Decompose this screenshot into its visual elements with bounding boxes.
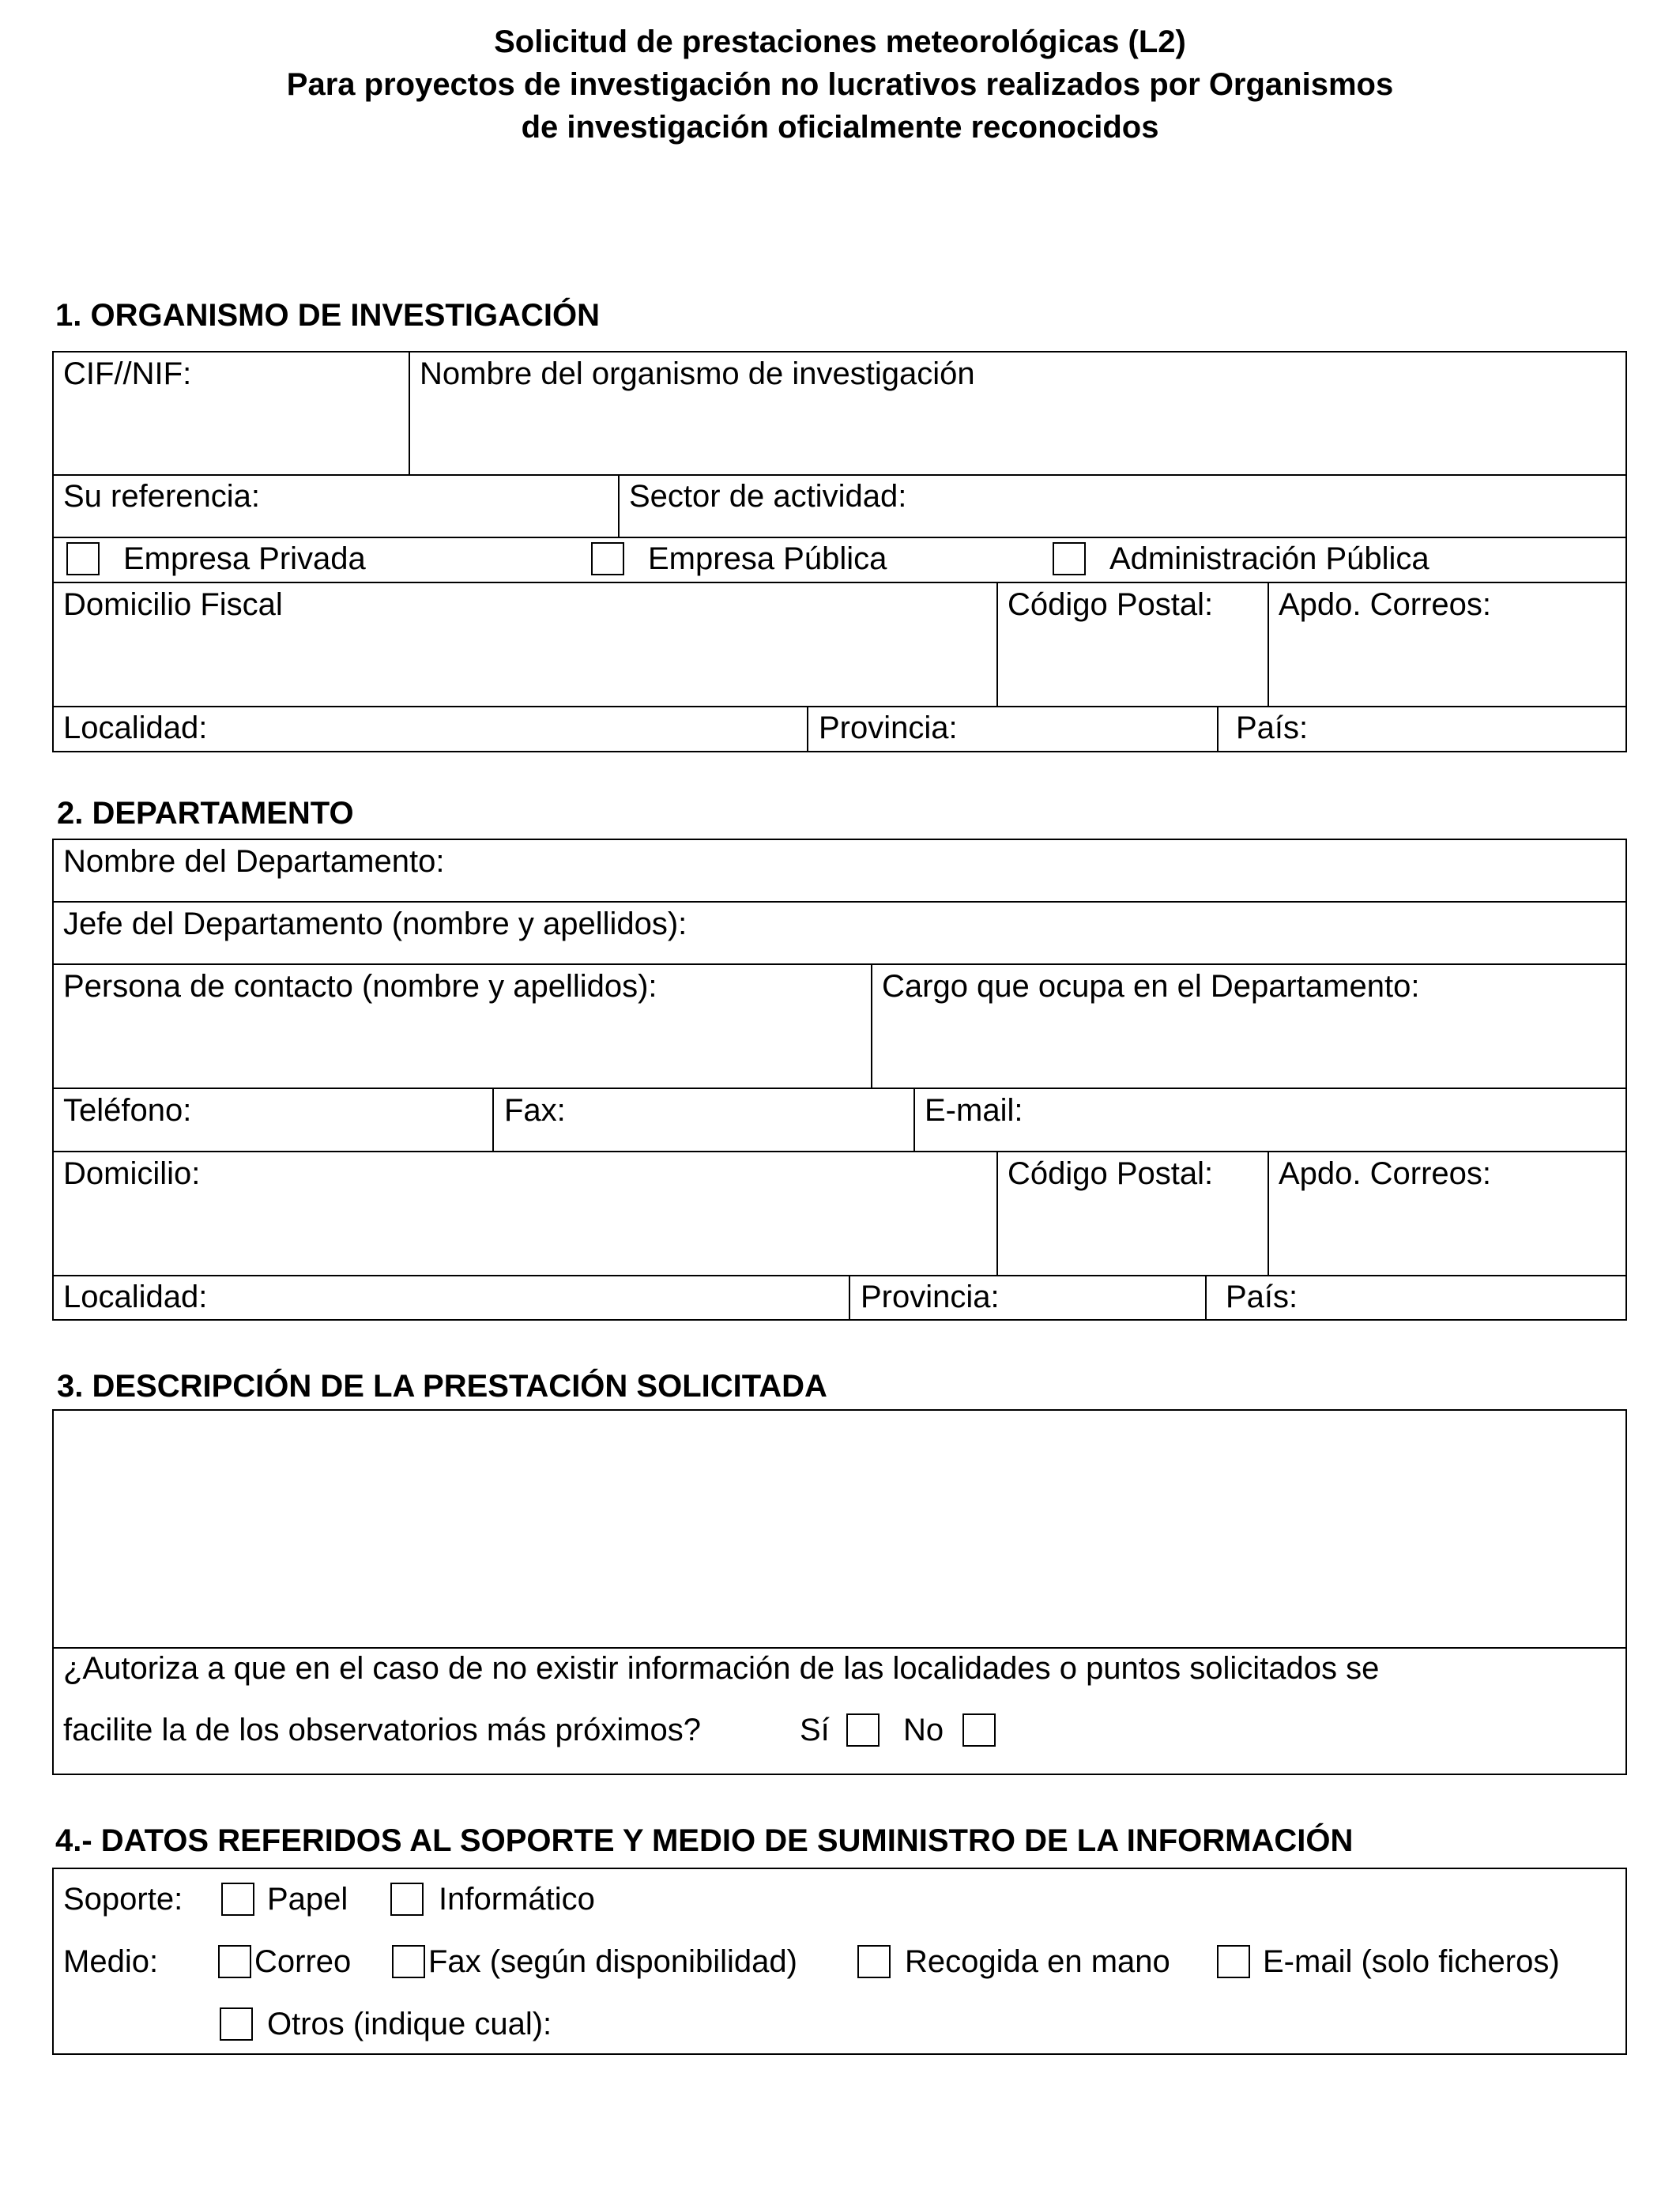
- organismo-name-field[interactable]: Nombre del organismo de investigación: [420, 356, 975, 391]
- nombre-departamento-field[interactable]: Nombre del Departamento:: [63, 844, 445, 879]
- divider: [1268, 582, 1269, 706]
- autoriza-question-line-1: ¿Autoriza a que en el caso de no existir información de las localidades o puntos solicitados se: [63, 1651, 1380, 1686]
- divider: [618, 474, 620, 537]
- provincia-field[interactable]: Provincia:: [861, 1280, 1000, 1314]
- divider: [409, 351, 410, 474]
- sector-field[interactable]: Sector de actividad:: [629, 479, 907, 514]
- soporte-label: Soporte:: [63, 1882, 183, 1917]
- section-4-heading: 4.- DATOS REFERIDOS AL SOPORTE Y MEDIO DE SUMINISTRO DE LA INFORMACIÓN: [55, 1823, 1354, 1858]
- pais-field[interactable]: País:: [1226, 1280, 1298, 1314]
- provincia-field[interactable]: Provincia:: [819, 711, 958, 745]
- correo-label: Correo: [254, 1944, 352, 1979]
- empresa-privada-label: Empresa Privada: [123, 541, 366, 576]
- divider: [1217, 706, 1219, 752]
- otros-checkbox[interactable]: [220, 2007, 253, 2041]
- no-label: No: [903, 1713, 944, 1747]
- divider: [492, 1088, 494, 1151]
- autoriza-question-line-2: facilite la de los observatorios más próximos?: [63, 1713, 702, 1747]
- empresa-publica-label: Empresa Pública: [648, 541, 887, 576]
- divider: [52, 1647, 1627, 1649]
- apdo-correos-field[interactable]: Apdo. Correos:: [1279, 587, 1492, 622]
- divider: [849, 1275, 850, 1321]
- cif-field[interactable]: CIF//NIF:: [63, 356, 192, 391]
- recogida-mano-label: Recogida en mano: [905, 1944, 1170, 1979]
- divider: [1205, 1275, 1207, 1321]
- si-checkbox[interactable]: [846, 1713, 880, 1747]
- email-field[interactable]: E-mail:: [925, 1093, 1023, 1128]
- localidad-field[interactable]: Localidad:: [63, 711, 208, 745]
- descripcion-textarea[interactable]: [63, 1413, 1612, 1642]
- apdo-correos-field[interactable]: Apdo. Correos:: [1279, 1156, 1492, 1191]
- divider: [996, 1151, 998, 1275]
- divider: [913, 1088, 915, 1151]
- divider: [52, 537, 1627, 538]
- divider: [52, 582, 1627, 583]
- papel-checkbox[interactable]: [221, 1883, 254, 1916]
- divider: [1268, 1151, 1269, 1275]
- divider: [52, 1275, 1627, 1276]
- divider: [52, 706, 1627, 707]
- section-2-heading: 2. DEPARTAMENTO: [57, 796, 354, 831]
- recogida-mano-checkbox[interactable]: [857, 1945, 891, 1978]
- persona-contacto-field[interactable]: Persona de contacto (nombre y apellidos):: [63, 969, 657, 1004]
- jefe-departamento-field[interactable]: Jefe del Departamento (nombre y apellidos):: [63, 907, 687, 941]
- fax-checkbox[interactable]: [392, 1945, 425, 1978]
- fax-field[interactable]: Fax:: [504, 1093, 566, 1128]
- email-checkbox[interactable]: [1217, 1945, 1250, 1978]
- title-line-1: Solicitud de prestaciones meteorológicas (L2): [494, 25, 1186, 59]
- informatico-checkbox[interactable]: [390, 1883, 424, 1916]
- form-title: [0, 21, 1680, 149]
- divider: [52, 963, 1627, 965]
- codigo-postal-field[interactable]: Código Postal:: [1008, 587, 1214, 622]
- empresa-privada-checkbox[interactable]: [66, 542, 100, 575]
- title-line-3: de investigación oficialmente reconocidos: [521, 110, 1159, 145]
- cargo-field[interactable]: Cargo que ocupa en el Departamento:: [882, 969, 1420, 1004]
- empresa-publica-checkbox[interactable]: [591, 542, 624, 575]
- section-3-heading: 3. DESCRIPCIÓN DE LA PRESTACIÓN SOLICITADA: [57, 1369, 827, 1404]
- administracion-publica-label: Administración Pública: [1109, 541, 1430, 576]
- domicilio-field[interactable]: Domicilio:: [63, 1156, 201, 1191]
- fax-label: Fax (según disponibilidad): [428, 1944, 797, 1979]
- divider: [52, 1151, 1627, 1152]
- divider: [52, 1088, 1627, 1089]
- localidad-field[interactable]: Localidad:: [63, 1280, 208, 1314]
- correo-checkbox[interactable]: [218, 1945, 251, 1978]
- section-1-heading: 1. ORGANISMO DE INVESTIGACIÓN: [55, 298, 600, 333]
- codigo-postal-field[interactable]: Código Postal:: [1008, 1156, 1214, 1191]
- medio-label: Medio:: [63, 1944, 159, 1979]
- divider: [52, 901, 1627, 903]
- informatico-label: Informático: [439, 1882, 595, 1917]
- no-checkbox[interactable]: [962, 1713, 996, 1747]
- pais-field[interactable]: País:: [1236, 711, 1309, 745]
- title-line-2: Para proyectos de investigación no lucrativos realizados por Organismos: [286, 67, 1394, 102]
- otros-label: Otros (indique cual):: [267, 2007, 552, 2041]
- divider: [52, 474, 1627, 476]
- si-label: Sí: [800, 1713, 830, 1747]
- divider: [871, 963, 872, 1088]
- domicilio-fiscal-field[interactable]: Domicilio Fiscal: [63, 587, 283, 622]
- papel-label: Papel: [267, 1882, 348, 1917]
- referencia-field[interactable]: Su referencia:: [63, 479, 261, 514]
- telefono-field[interactable]: Teléfono:: [63, 1093, 192, 1128]
- email-label: E-mail (solo ficheros): [1263, 1944, 1560, 1979]
- divider: [807, 706, 808, 752]
- divider: [996, 582, 998, 706]
- administracion-publica-checkbox[interactable]: [1053, 542, 1086, 575]
